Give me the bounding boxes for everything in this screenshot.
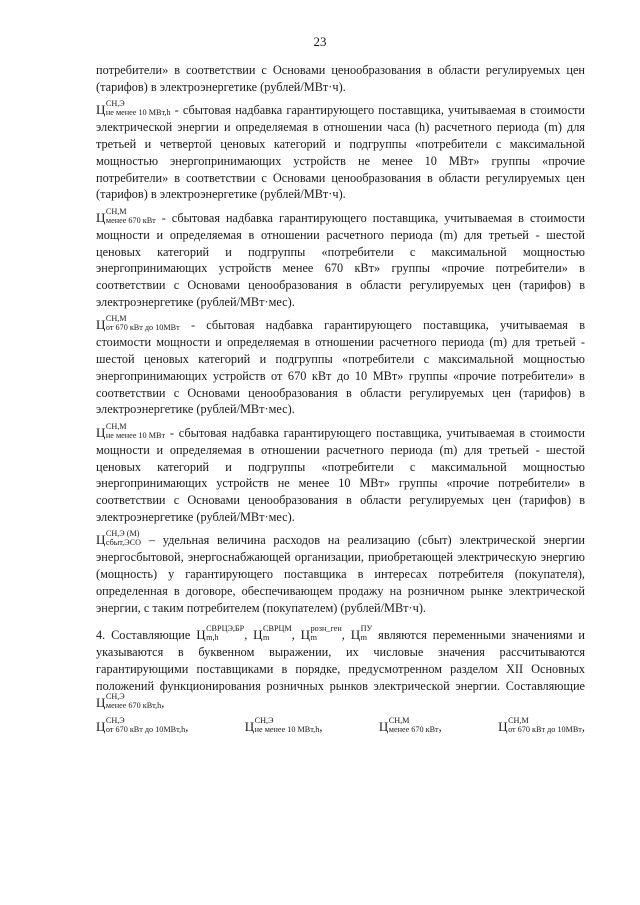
symbol-superscript: СН,М xyxy=(508,716,529,726)
symbol-subscript: менее 670 кВт xyxy=(388,725,439,735)
symbol-superscript: СН,Э xyxy=(105,716,125,726)
symbol-letter: Ц xyxy=(96,102,106,118)
symbol-superscript: СН,М xyxy=(105,314,127,324)
section-4-symbol-line xyxy=(96,718,585,736)
symbol-letter: Ц xyxy=(96,532,106,548)
symbol-subscript: m,h xyxy=(206,633,219,643)
symbol-letter: Ц xyxy=(96,317,106,333)
formula-symbol xyxy=(96,316,180,334)
symbol-scripts xyxy=(106,716,185,734)
symbol-letter: Ц xyxy=(96,719,106,735)
paragraph-6 xyxy=(96,531,585,616)
symbol-subscript: m xyxy=(263,633,270,643)
paragraph-text: - сбытовая надбавка гарантирующего поставщика, учитываемая в стоимости мощности и определяемая в отношении расчетного периода (m) для третьей - шестой ценовых категорий и подгруппы «потребители с максимальной мощностью энергопринимающих устройств не менее 10 МВт» группы «прочие потребители» в соответствии с Основами ценообразования в области регулируемых цен (тарифов) в электроэнергетике (рублей/МВт·мес). xyxy=(96,425,585,524)
symbol-scripts xyxy=(254,716,323,735)
symbol-letter: Ц xyxy=(96,424,106,440)
symbol-scripts xyxy=(106,99,171,117)
paragraph-3 xyxy=(96,206,585,311)
symbol-superscript: СН,Э xyxy=(254,716,274,726)
paragraph-text: потребители» в соответствии с Основами ценообразования в области регулируемых цен (тарифов) в электроэнергетике (рублей/МВт·ч). xyxy=(96,63,585,94)
paragraph-text: – удельная величина расходов на реализацию (сбыт) электрической энергии энергосбытовой, энергоснабжающей организации, приобретающей электрическую энергию (мощность) у гарантирующего поставщика в интересах потребителя (покупателя), определенная в договоре, обеспечивающем продажу на розничном рынке электрической энергии, с таким потребителем (покупателем) (рублей/МВт·ч). xyxy=(96,533,585,615)
symbol-subscript: от 670 кВт до 10МВт xyxy=(508,725,582,735)
symbol-superscript: ПУ xyxy=(360,624,373,634)
formula-symbol xyxy=(379,718,439,736)
separator: , xyxy=(185,720,189,735)
symbol-superscript: СН,М xyxy=(388,716,410,726)
symbol-scripts xyxy=(206,624,244,642)
symbol-letter: Ц xyxy=(350,627,361,643)
symbol-group xyxy=(245,718,323,736)
formula-symbol xyxy=(351,626,373,644)
separator: , xyxy=(244,628,254,643)
paragraph-text: - сбытовая надбавка гарантирующего поставщика, учитываемая в стоимости электрической энергии и определяемая в отношении часа (h) расчетного периода (m) для третьей и четвертой ценовых категорий и подгруппы «потребители с максимальной мощностью энергопринимающих устройств не менее 10 МВт» группы «прочие потребители» в соответствии с Основами ценообразования в области регулируемых цен (тарифов) в электроэнергетике (рублей/МВт·ч). xyxy=(96,103,585,202)
symbol-subscript: менее 670 кВт,h xyxy=(105,701,162,711)
symbol-superscript: СН,Э xyxy=(105,99,125,109)
symbol-subscript: не менее 10 МВт,h xyxy=(105,108,171,118)
paragraph-4 xyxy=(96,316,585,418)
symbol-scripts xyxy=(106,529,141,547)
formula-symbol xyxy=(244,716,323,736)
symbol-scripts xyxy=(361,624,373,642)
symbol-scripts xyxy=(106,207,156,225)
formula-symbol xyxy=(96,206,156,227)
symbol-scripts xyxy=(106,692,161,710)
paragraph-2 xyxy=(96,101,585,203)
symbol-group xyxy=(96,718,188,736)
symbol-letter: Ц xyxy=(96,209,106,225)
formula-symbol xyxy=(96,101,171,119)
symbol-superscript: СН,Э (М) xyxy=(105,529,140,539)
page-number: 23 xyxy=(313,34,327,49)
symbol-superscript: СН,М xyxy=(105,421,127,431)
symbol-subscript: от 670 кВт до 10МВт,h xyxy=(105,725,186,735)
document-body xyxy=(96,62,585,736)
formula-symbol xyxy=(196,626,244,644)
symbol-scripts xyxy=(508,716,582,734)
symbol-letter: Ц xyxy=(300,627,311,643)
paragraph-text: - сбытовая надбавка гарантирующего поставщика, учитываемая в стоимости мощности и определяемая в отношении расчетного периода (m) для третьей - шестой ценовых категорий и подгруппы «потребители с максимальной мощностью энергопринимающих устройств менее 670 кВт» группы «прочие потребители» в соответствии с Основами ценообразования в области регулируемых цен (тарифов) в электроэнергетике (рублей/МВт·мес). xyxy=(96,210,585,309)
separator: , xyxy=(161,696,165,711)
symbol-scripts xyxy=(389,716,439,734)
symbol-subscript: не менее 10 МВт,h xyxy=(254,725,320,735)
separator: , xyxy=(341,628,351,643)
symbol-superscript: СН,Э xyxy=(105,692,125,702)
section-4-lead: 4. Составляющие xyxy=(96,628,197,643)
symbol-superscript: розн_ген xyxy=(310,624,342,634)
separator: , xyxy=(438,720,442,735)
symbol-superscript: СН,М xyxy=(105,206,127,216)
symbol-superscript: СВРЦЭ,БР xyxy=(206,624,245,634)
symbol-scripts xyxy=(106,314,180,332)
formula-symbol xyxy=(96,421,166,442)
symbol-scripts xyxy=(106,422,165,440)
symbol-scripts xyxy=(263,624,292,642)
symbol-subscript: m xyxy=(310,633,317,643)
symbol-subscript: от 670 кВт до 10МВт xyxy=(105,323,180,333)
symbol-subscript: не менее 10 МВт xyxy=(105,430,166,440)
symbol-scripts xyxy=(311,624,342,642)
symbol-group xyxy=(498,718,585,736)
paragraph-text: являются переменными значениями и указываются в буквенном выражении, их числовые значения рассчитываются гарантирующими поставщиками в порядке, предусмотренном разделом XII Основных положений функционирования розничных рынков электрической энергии. Составляющие xyxy=(96,628,586,693)
separator: , xyxy=(581,720,585,735)
symbol-superscript: СВРЦМ xyxy=(263,624,292,634)
symbol-letter: Ц xyxy=(196,627,206,643)
formula-symbol xyxy=(253,626,292,644)
symbol-group xyxy=(379,718,442,736)
formula-symbol xyxy=(301,626,342,644)
formula-symbol xyxy=(498,718,582,736)
symbol-letter: Ц xyxy=(253,627,263,643)
paragraph-1 xyxy=(96,62,585,95)
separator: , xyxy=(319,720,323,735)
separator: , xyxy=(291,628,301,643)
symbol-letter: Ц xyxy=(96,695,106,711)
symbol-subscript: менее 670 кВт xyxy=(105,215,156,225)
formula-symbol xyxy=(96,694,161,712)
symbol-letter: Ц xyxy=(244,719,255,735)
formula-symbol xyxy=(96,718,185,736)
paragraph-text: - сбытовая надбавка гарантирующего поставщика, учитываемая в стоимости мощности и определяемая в отношении расчетного периода (m) для третьей - шестой ценовых категорий и подгруппы «потребители с максимальной мощностью энергопринимающих устройств от 670 кВт до 10 МВт» группы «прочие потребители» в соответствии с Основами ценообразования в области регулируемых цен (тарифов) в электроэнергетике (рублей/МВт·мес). xyxy=(96,318,585,417)
symbol-subscript: m xyxy=(360,633,367,643)
symbol-letter: Ц xyxy=(498,719,508,735)
section-4-paragraph xyxy=(96,626,585,712)
formula-symbol xyxy=(96,531,141,549)
symbol-subscript: сбыт,ЭСО xyxy=(105,538,142,548)
symbol-letter: Ц xyxy=(378,719,389,735)
paragraph-5 xyxy=(96,421,585,526)
